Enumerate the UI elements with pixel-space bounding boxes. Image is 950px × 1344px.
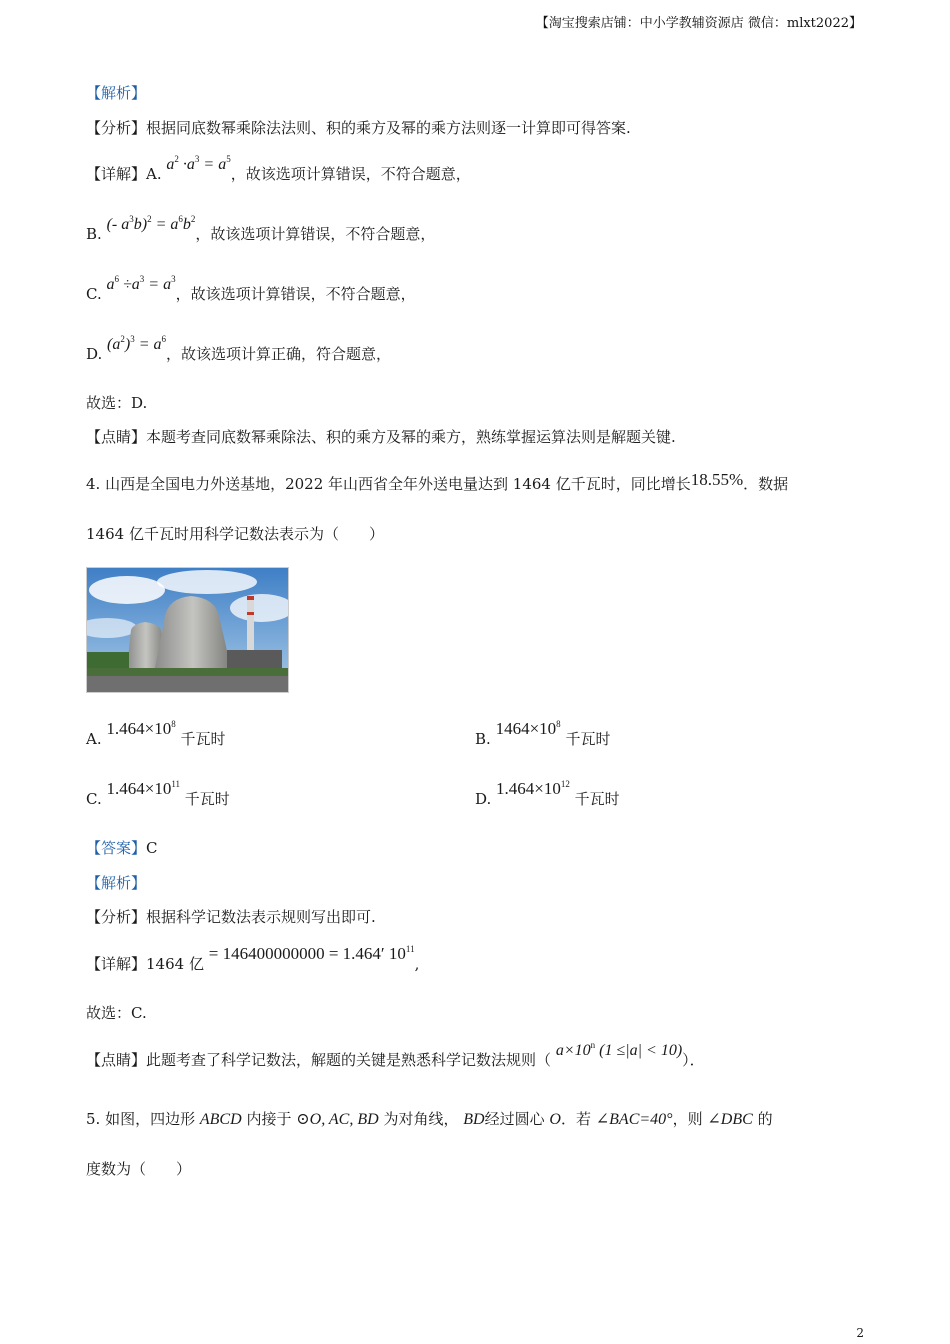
q3-option-b [86, 214, 436, 244]
q3-option-c [86, 274, 416, 304]
q4-option-a-label: A. [86, 730, 102, 748]
q5-text-g: 的 [757, 1110, 773, 1128]
q4-guxuan: 故选：C. [86, 1004, 147, 1022]
q3-option-c-label: C. [86, 285, 102, 303]
q3-dianjing [86, 426, 676, 447]
q4-option-d-unit: 千瓦时 [574, 790, 620, 808]
q4-sci-notation-rule: $a\times 10^n$ (1 ≤|a| < 10) [555, 1040, 683, 1059]
q5-text-b: 内接于 [246, 1110, 292, 1128]
q4-option-b-label: B. [475, 730, 491, 748]
q4-jiexi-tag: 【解析】 [86, 874, 147, 892]
q4-percent: 18.55% [690, 470, 744, 489]
q4-answer-value: C [146, 839, 158, 857]
q3-d-tail: ，故该选项计算正确，符合题意， [166, 345, 392, 363]
q5-question-line1 [86, 1108, 773, 1129]
q4-option-b-value: $1464\times 10^8$ [495, 719, 561, 738]
q4-option-a-value: $1.464\times 10^8$ [106, 719, 176, 738]
q4-dianjing [86, 1040, 705, 1070]
q4-option-a-unit: 千瓦时 [180, 730, 226, 748]
q5-text-a: 5. 如图，四边形 [86, 1110, 196, 1128]
q4-dianjing-text: 此题考查了科学记数法，解题的关键是熟悉科学记数法规则（ [146, 1051, 552, 1069]
q4-option-d[interactable] [475, 779, 620, 809]
q4-fenxi-text: 根据科学记数法表示规则写出即可. [146, 908, 376, 926]
q3-fenxi-tag: 【分析】 [86, 119, 147, 137]
q4-option-b-unit: 千瓦时 [565, 730, 611, 748]
page-number: 2 [856, 1326, 864, 1340]
q3-fenxi-text: 根据同底数幂乘除法法则、积的乘方及幂的乘方法则逐一计算即可得答案. [146, 119, 631, 137]
q4-line1-end: ．数据 [743, 475, 789, 493]
q4-xiangjie-tag: 【详解】 [86, 955, 147, 973]
q5-circle-o: ⊙O, AC, BD [296, 1111, 379, 1128]
q3-option-d [86, 334, 392, 364]
q4-dianjing-tag: 【点睛】 [86, 1051, 147, 1069]
q3-formula-b: (- $a^3b)^2 = a^6b^2$ [106, 214, 196, 233]
q3-xiangjie-tag: 【详解】 [86, 165, 147, 183]
q4-fenxi [86, 906, 376, 927]
q4-option-d-label: D. [475, 790, 492, 808]
q4-dianjing-end: ）． [682, 1051, 705, 1069]
q4-question-line2: 1464 亿千瓦时用科学记数法表示为（ ） [86, 525, 384, 543]
q4-answer [86, 837, 158, 858]
q4-xiangjie-text: 1464 亿 [146, 955, 204, 973]
q3-dianjing-tag: 【点睛】 [86, 428, 147, 446]
q5-text-d: 经过圆心 [484, 1110, 545, 1128]
q3-formula-d: $(a^2)^3 = a^6$ [107, 334, 166, 353]
q4-question-line1 [86, 470, 789, 494]
q4-option-d-value: $1.464\times 10^{12}$ [496, 779, 570, 798]
q3-fenxi [86, 117, 631, 138]
q3-dianjing-text: 本题考查同底数幂乘除法、积的乘方及幂的乘方，熟练掌握运算法则是解题关键. [146, 428, 676, 446]
q5-text-e: ．若 [560, 1110, 591, 1128]
q3-option-b-label: B. [86, 225, 102, 243]
q5-angle-dbc: ∠DBC [707, 1111, 753, 1128]
q5-o: O [549, 1111, 561, 1128]
q4-option-c-value: $1.464\times 10^{11}$ [106, 779, 181, 798]
q4-fenxi-tag: 【分析】 [86, 908, 147, 926]
q4-xiangjie: 【详解】1464 亿 = 146400000000 = 1.464′ $10^{11}$, [86, 944, 420, 973]
q5-angle-bac: ∠BAC=40° [595, 1111, 673, 1128]
q3-xiangjie-a [86, 154, 471, 184]
q3-jiexi-tag: 【解析】 [86, 84, 147, 102]
q5-bd: BD [463, 1111, 485, 1128]
q4-option-c-label: C. [86, 790, 102, 808]
q5-question-line2: 度数为（ ） [86, 1160, 192, 1178]
q3-b-tail: ，故该选项计算错误，不符合题意， [195, 225, 436, 243]
q3-a-tail: ，故该选项计算错误，不符合题意， [230, 165, 471, 183]
q4-option-b[interactable] [475, 719, 611, 749]
q4-xiangjie-equation: = 146400000000 = 1.464′ $10^{11}$ [208, 944, 415, 963]
q3-guxuan: 故选：D. [86, 394, 148, 412]
q3-option-d-label: D. [86, 345, 103, 363]
q3-c-tail: ，故该选项计算错误，不符合题意， [175, 285, 416, 303]
power-plant-photo [86, 567, 289, 693]
q5-text-c: 为对角线， [383, 1110, 459, 1128]
q3-option-a-label: A. [146, 165, 162, 183]
q3-formula-a: $a^2 \cdot a^3 = a^5$ [166, 154, 231, 173]
q4-option-a[interactable] [86, 719, 226, 749]
cooling-tower-illustration [87, 568, 288, 692]
q5-text-f: ，则 [672, 1110, 703, 1128]
page-header: 【淘宝搜索店铺：中小学教辅资源店 微信：mlxt2022】 [535, 16, 862, 31]
q4-option-c[interactable] [86, 779, 230, 809]
q5-abcd: ABCD [199, 1111, 242, 1128]
q3-formula-c: $a^6 \div a^3 = a^3$ [106, 274, 176, 293]
q4-option-c-unit: 千瓦时 [184, 790, 230, 808]
q4-answer-tag: 【答案】 [86, 839, 147, 857]
q4-line1-text: 4. 山西是全国电力外送基地，2022 年山西省全年外送电量达到 1464 亿千瓦时，同比增长 [86, 475, 691, 493]
